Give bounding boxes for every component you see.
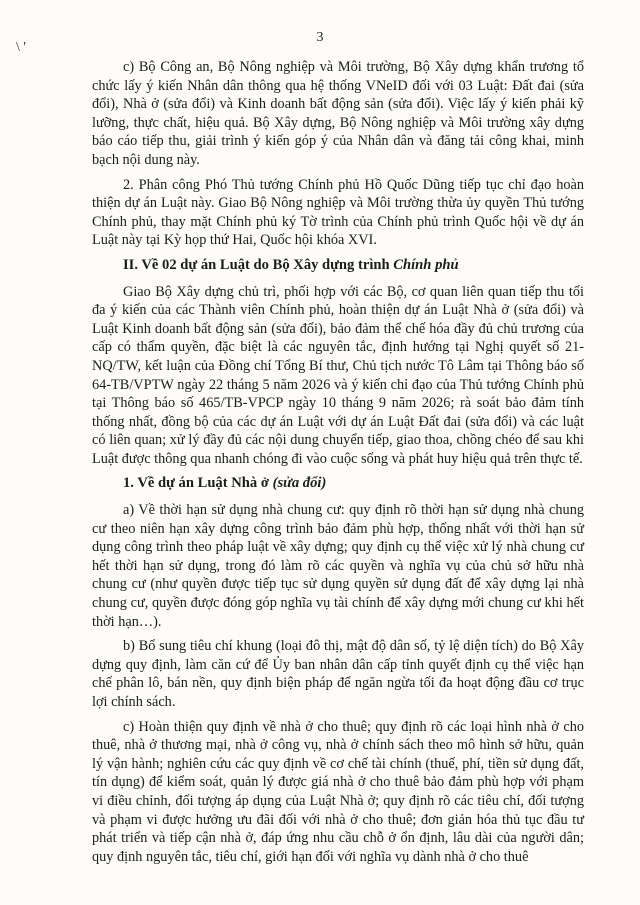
paragraph-c-opinion-collection: c) Bộ Công an, Bộ Nông nghiệp và Môi trường, Bộ Xây dựng khẩn trương tổ chức lấy ý kiến Nhân dân thông qua hệ thống VNeID đối với 03 Luật: Đất đai (sửa đổi), Nhà ở (sửa đổi) và Kinh doanh bất động sản (sửa đổi). Việc lấy ý kiến phải kỹ lưỡng, thực chất, hiệu quả. Bộ Xây dựng, Bộ Nông nghiệp và Môi trường xây dựng báo cáo tiếp thu, giải trình ý kiến góp ý của Nhân dân và đăng tải công khai, minh bạch nội dung này. [92,59,584,168]
section-heading-ii-italic: Chính phủ [393,256,459,273]
section-heading-ii [92,256,584,275]
section-heading-ii-text: II. Về 02 dự án Luật do Bộ Xây dựng trình [123,256,394,273]
subsection-heading-1-text: 1. Về dự án Luật Nhà ở [123,475,273,492]
document-body [92,58,584,872]
page-number: 3 [316,30,324,45]
subsection-heading-1 [92,474,584,493]
paragraph-ministry-assignment: Giao Bộ Xây dựng chủ trì, phối hợp với các Bộ, cơ quan liên quan tiếp thu tối đa ý kiến của các Thành viên Chính phủ, hoàn thiện dự án Luật Nhà ở (sửa đổi) và Luật Kinh doanh bất động sản (sửa đổi), bảo đảm thể chế hóa đầy đủ chủ trương của cấp có thẩm quyền, đặc biệt là các nguyên tắc, định hướng tại Nghị quyết số 21-NQ/TW, kết luận của Đồng chí Tổng Bí thư, Chủ tịch nước Tô Lâm tại Thông báo số 64-TB/VPTW ngày 22 tháng 5 năm 2026 và ý kiến chỉ đạo của Thủ tướng Chính phủ tại Thông báo số 465/TB-VPCP ngày 10 tháng 9 năm 2026; rà soát bảo đảm tính thống nhất, đồng bộ của các dự án Luật với dự án Luật Đất đai (sửa đổi) và các luật có liên quan; xử lý đầy đủ các nội dung chuyển tiếp, giao thoa, chồng chéo để sau khi Luật được thông qua nhanh chóng đi vào cuộc sống và phát huy hiệu quả trên thực tế. [92,283,584,467]
paragraph-c-rental-housing: c) Hoàn thiện quy định về nhà ở cho thuê; quy định rõ các loại hình nhà ở cho thuê, nhà ở thương mại, nhà ở công vụ, nhà ở chính sách theo mô hình sở hữu, quản lý vận hành; nghiên cứu các quy định về cơ chế tài chính (thuế, phí, tiền sử dụng đất, tín dụng) để kiểm soát, quản lý được giá nhà ở cho thuê bảo đảm phù hợp với phạm vi điều chỉnh, đối tượng áp dụng của Luật Nhà ở; quy định rõ các tiêu chí, đối tượng và phạm vi được hưởng ưu đãi đối với nhà ở cho thuê; đơn giản hóa thủ tục đầu tư phát triển và tiếp cận nhà ở, đáp ứng nhu cầu chỗ ở ổn định, lâu dài của người dân; quy định nguyên tắc, tiêu chí, giới hạn đối với nghĩa vụ dành nhà ở cho thuê [92,718,584,865]
paragraph-assignment: 2. Phân công Phó Thủ tướng Chính phủ Hồ Quốc Dũng tiếp tục chỉ đạo hoàn thiện dự án Luật này. Giao Bộ Nông nghiệp và Môi trường thừa ủy quyền Thủ tướng Chính phủ, thay mặt Chính phủ ký Tờ trình của Chính phủ trình Quốc hội về dự án Luật này tại Kỳ họp thứ Hai, Quốc hội khóa XVI. [92,176,584,249]
subsection-heading-1-italic: (sửa đổi) [272,475,327,492]
paragraph-b-criteria: b) Bổ sung tiêu chí khung (loại đô thị, mật độ dân số, tỷ lệ diện tích) do Bộ Xây dựng quy định, làm căn cứ để Ủy ban nhân dân cấp tỉnh quyết định cụ thể việc hạn chế phân lô, bán nền, quy định biện pháp để ngăn ngừa tối đa hoạt động đầu cơ trục lợi chính sách. [92,638,584,710]
margin-mark: \ ' [16,40,26,55]
paragraph-a-apartment-term: a) Về thời hạn sử dụng nhà chung cư: quy định rõ thời hạn sử dụng nhà chung cư theo niên hạn xây dựng công trình bảo đảm phù hợp, thống nhất với thời hạn sử dụng công trình theo pháp luật về xây dựng; quy định cụ thể việc xử lý nhà chung cư hết thời hạn sử dụng, trong đó làm rõ các quyền và nghĩa vụ của chủ sở hữu nhà chung cư (như quyền được tiếp tục sử dụng quyền sử dụng đất để xây dựng lại nhà chung cư, quyền được đóng góp nghĩa vụ tài chính để xây dựng mới chung cư khi hết thời hạn…). [92,502,584,630]
